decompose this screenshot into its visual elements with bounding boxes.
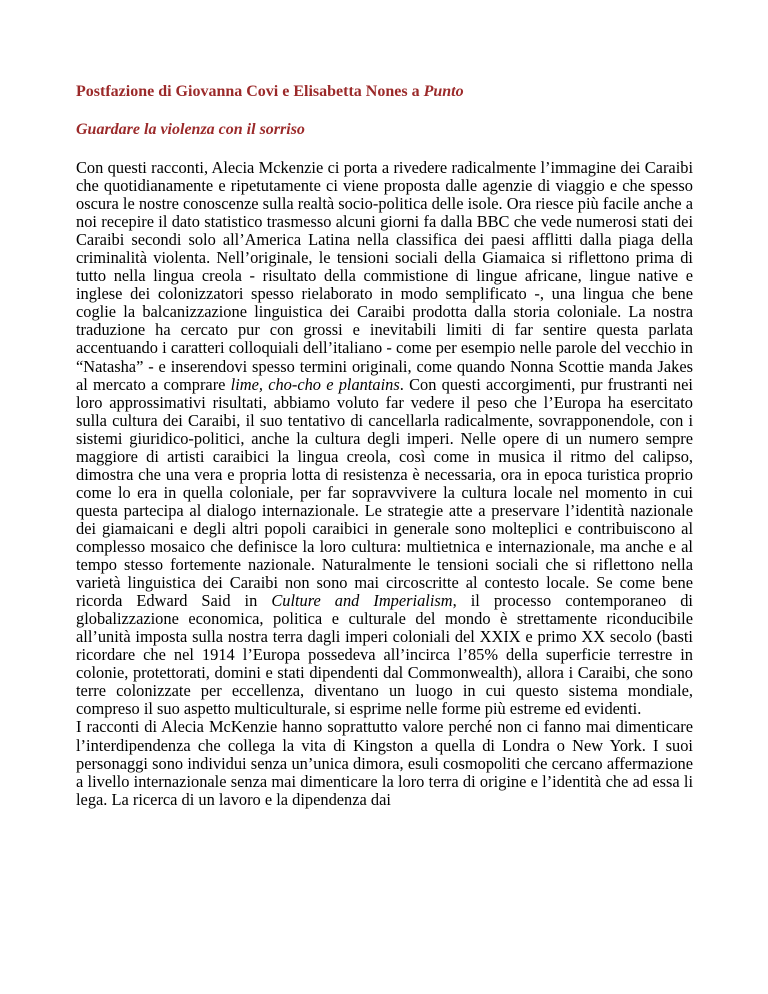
- paragraph-1-italic-2: Culture and Imperialism: [271, 591, 453, 611]
- book-title: Punto: [423, 83, 464, 100]
- paragraph-1-part-2: . Con questi accorgimenti, pur frustranti nei loro approssimativi risultati, abbiamo voluto far vedere il peso che l’Europa ha esercitato sulla cultura dei Caraibi, il suo tentativo di cancellarla radicalmente, sovrapponendole, con i sistemi giuridico-politici, anche la cultura degli imperi. Nelle opere di un numero sempre maggiore di artisti caraibici la lingua creola, così come in musica il ritmo del calipso, dimostra che una vera e propria lotta di resistenza è necessaria, ora in epoca turistica proprio come lo era in quella coloniale, per far sopravvivere la cultura locale nel momento in cui questa partecipa al dialogo internazionale. Le strategie atte a preservare l’identità nazionale dei giamaicani e degli altri popoli caraibici in generale sono molteplici e contribuiscono al complesso mosaico che definisce la loro cultura: multietnica e internazionale, ma anche e al tempo stesso fortemente nazionale. Naturalmente le tensioni sociali che si riflettono nella varietà linguistica dei Caraibi non sono mai circoscritte al contesto locale. Se come bene ricorda Edward Said in: [76, 374, 693, 611]
- paragraph-1-part-1: Con questi racconti, Alecia Mckenzie ci porta a rivedere radicalmente l’immagine dei Caraibi che quotidianamente e ripetutamente ci viene proposta dalle agenzie di viaggio e che spesso oscura le nostre conoscenze sulla realtà socio-politica delle isole. Ora riesce più facile anche a noi recepire il dato statistico trasmesso alcuni giorni fa dalla BBC che vede numerosi stati dei Caraibi secondi solo all’America Latina nella classifica dei paesi afflitti dalla piaga della criminalità violenta. Nell’originale, le tensioni sociali della Giamaica si riflettono prima di tutto nella lingua creola - risultato della commistione di lingue africane, lingue native e inglese dei colonizzatori spesso rielaborato in modo semplificato -, una lingua che bene coglie la balcanizzazione linguistica dei Caraibi prodotta dalla storia coloniale. La nostra traduzione ha cercato pur con grossi e inevitabili limiti di far sentire questa parlata accentuando i caratteri colloquiali dell’italiano - come per esempio nelle parole del vecchio in “Natasha” - e inserendovi spesso termini originali, come quando Nonna Scottie manda Jakes al mercato a comprare: [76, 158, 693, 394]
- paragraph-1: [76, 159, 693, 718]
- paragraph-1-part-3: , il processo contemporaneo di globalizzazione economica, politica e culturale del mondo è strettamente riconducibile all’unità imposta sulla nostra terra dagli imperi coloniali del XXIX e primo XX secolo (basti ricordare che nel 1914 l’Europa possedeva all’incirca l’85% della superficie terrestre in colonie, protettorati, domini e stati dipendenti dal Commonwealth), allora i Caraibi, che sono terre colonizzate per eccellenza, diventano un luogo in cui questo sistema mondiale, compreso il suo aspetto multiculturale, si esprime nelle forme più estreme ed evidenti.: [76, 591, 693, 719]
- section-subheading: Guardare la violenza con il sorriso: [76, 121, 305, 138]
- paragraph-1-italic-1: lime, cho-cho e plantains: [230, 374, 400, 394]
- postface-title-prefix: Postfazione di Giovanna Covi e Elisabetta Nones a: [76, 83, 424, 100]
- body-text: [76, 159, 693, 809]
- paragraph-2: I racconti di Alecia McKenzie hanno soprattutto valore perché non ci fanno mai dimenticare l’interdipendenza che collega la vita di Kingston a quella di Londra o New York. I suoi personaggi sono individui senza un’unica dimora, esuli cosmopoliti che cercano affermazione a livello internazionale senza mai dimenticare la loro terra di origine e l’identità che ad essa li lega. La ricerca di un lavoro e la dipendenza dai: [76, 717, 693, 809]
- postface-title: [76, 82, 693, 102]
- document-page: [76, 82, 693, 809]
